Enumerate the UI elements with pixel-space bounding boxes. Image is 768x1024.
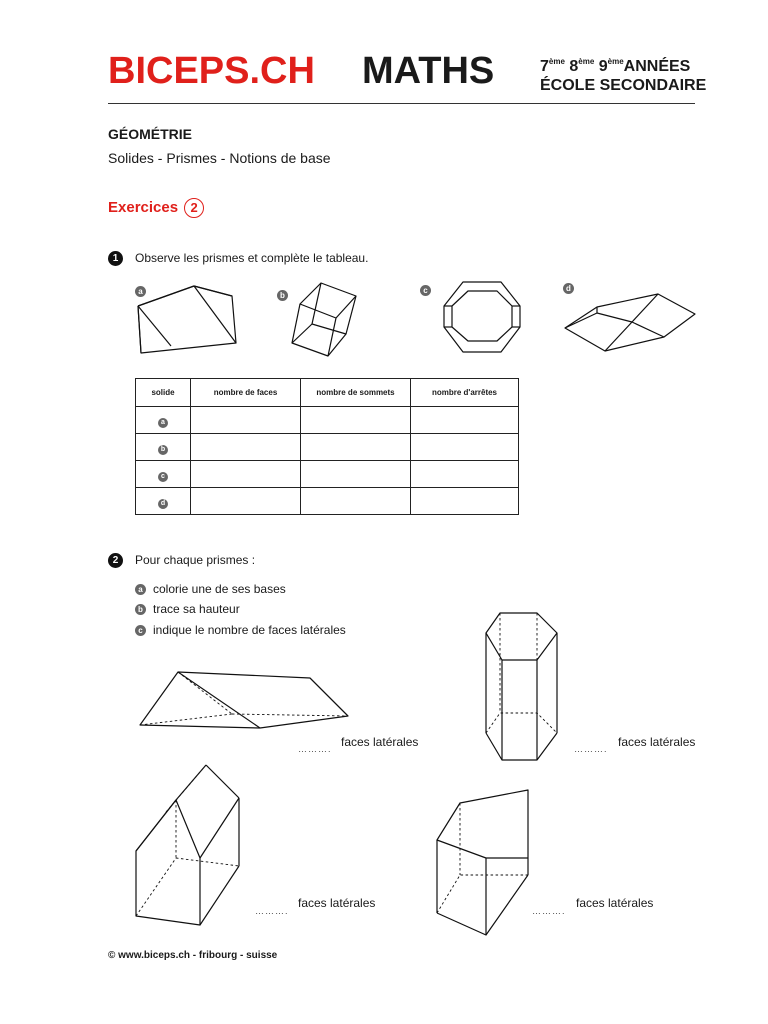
answer-cell[interactable] bbox=[411, 407, 519, 434]
answer-label-2: faces latérales bbox=[618, 735, 696, 749]
item-a-text: colorie une de ses bases bbox=[153, 582, 286, 596]
table-row bbox=[136, 407, 519, 434]
question-1-text: Observe les prismes et complète le tableau. bbox=[135, 251, 369, 265]
prism-c-figure bbox=[444, 282, 520, 352]
row-label-cell bbox=[136, 461, 191, 488]
answer-cell[interactable] bbox=[411, 434, 519, 461]
col-arretes: nombre d'arrêtes bbox=[411, 379, 519, 407]
prism-b-figure bbox=[292, 283, 356, 356]
grade-suffix: ème bbox=[607, 57, 624, 66]
figure-label-c: c bbox=[420, 285, 431, 296]
row-badge-a: a bbox=[158, 418, 168, 428]
answer-blank-2[interactable]: ………. bbox=[574, 744, 608, 754]
brand-logo: BICEPS.CH bbox=[108, 50, 315, 92]
grade-suffix: ème bbox=[578, 57, 595, 66]
years-label: ANNÉES bbox=[623, 58, 691, 75]
exercise-title: Exercices bbox=[108, 198, 179, 216]
grade-suffix: ème bbox=[548, 57, 565, 66]
prism-a-figure bbox=[138, 286, 236, 353]
table-row bbox=[136, 434, 519, 461]
row-badge-d: d bbox=[158, 499, 168, 509]
table-header-row bbox=[136, 379, 519, 407]
figure-label-d: d bbox=[563, 283, 574, 294]
row-badge-b: b bbox=[158, 445, 168, 455]
answer-blank-3[interactable]: ………. bbox=[255, 906, 289, 916]
answer-cell[interactable] bbox=[301, 488, 411, 515]
answer-cell[interactable] bbox=[191, 407, 301, 434]
question-2-text: Pour chaque prismes : bbox=[135, 553, 256, 567]
answer-cell[interactable] bbox=[191, 461, 301, 488]
answer-cell[interactable] bbox=[191, 488, 301, 515]
answer-cell[interactable] bbox=[301, 461, 411, 488]
grade-8: 8 bbox=[569, 58, 579, 75]
col-faces: nombre de faces bbox=[191, 379, 301, 407]
answer-cell[interactable] bbox=[411, 461, 519, 488]
q2-prism-3-figure bbox=[136, 765, 239, 925]
item-c-text: indique le nombre de faces latérales bbox=[153, 623, 346, 637]
answer-cell[interactable] bbox=[301, 407, 411, 434]
answer-cell[interactable] bbox=[191, 434, 301, 461]
school-level: ÉCOLE SECONDAIRE bbox=[540, 77, 707, 94]
exercise-number-badge: 2 bbox=[184, 198, 204, 218]
q2-prism-1-figure bbox=[140, 672, 348, 728]
answer-cell[interactable] bbox=[301, 434, 411, 461]
q2-prism-2-figure bbox=[486, 613, 557, 760]
figure-label-b: b bbox=[277, 290, 288, 301]
table-row bbox=[136, 461, 519, 488]
table-row bbox=[136, 488, 519, 515]
subject-title: MATHS bbox=[362, 50, 495, 92]
item-c-badge: c bbox=[135, 625, 146, 636]
col-sommets: nombre de sommets bbox=[301, 379, 411, 407]
item-b-badge: b bbox=[135, 604, 146, 615]
item-b-text: trace sa hauteur bbox=[153, 602, 240, 616]
answer-label-4: faces latérales bbox=[576, 896, 654, 910]
row-badge-c: c bbox=[158, 472, 168, 482]
section-title: GÉOMÉTRIE bbox=[108, 126, 193, 142]
question-2-badge: 2 bbox=[108, 553, 123, 568]
footer-copyright: © www.biceps.ch - fribourg - suisse bbox=[108, 950, 278, 961]
grade-9: 9 bbox=[598, 58, 608, 75]
prism-d-figure bbox=[565, 294, 695, 351]
prism-table bbox=[135, 378, 519, 515]
grade-7: 7 bbox=[540, 58, 549, 75]
row-label-cell bbox=[136, 407, 191, 434]
answer-blank-4[interactable]: ………. bbox=[532, 906, 566, 916]
answer-label-3: faces latérales bbox=[298, 896, 376, 910]
figure-label-a: a bbox=[135, 286, 146, 297]
q2-prism-4-figure bbox=[437, 790, 528, 935]
item-a-badge: a bbox=[135, 584, 146, 595]
answer-label-1: faces latérales bbox=[341, 735, 419, 749]
col-solide: solide bbox=[136, 379, 191, 407]
row-label-cell bbox=[136, 434, 191, 461]
question-1-badge: 1 bbox=[108, 251, 123, 266]
section-subtitle: Solides - Prismes - Notions de base bbox=[108, 150, 331, 166]
answer-cell[interactable] bbox=[411, 488, 519, 515]
row-label-cell bbox=[136, 488, 191, 515]
answer-blank-1[interactable]: ………. bbox=[298, 744, 332, 754]
